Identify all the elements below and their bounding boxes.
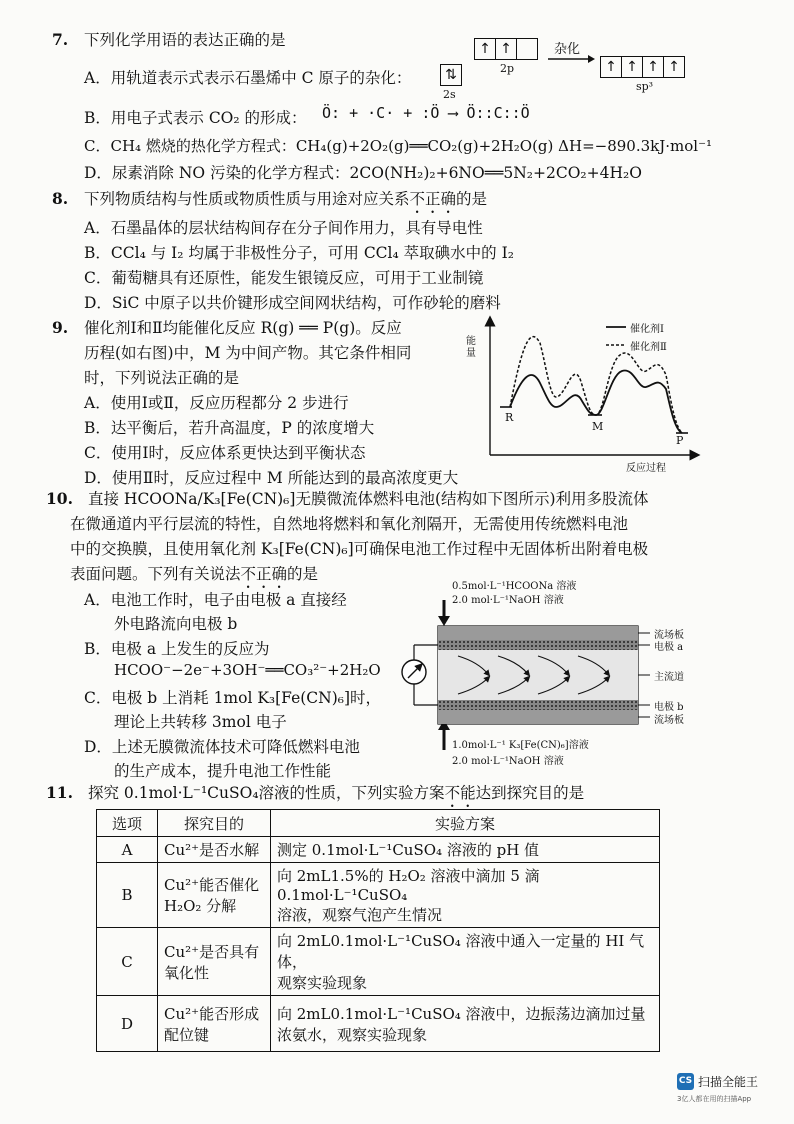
q10-option-b: B．电极 a 上发生的反应为 [84,640,270,658]
q7-option-b: B．用电子式表示 CO₂ 的形成： [84,109,307,127]
q9-stem-line3: 时，下列说法正确的是 [84,369,240,387]
diagram-label-electrode-b: 电极 b [654,702,684,713]
q8-option-d: D．SiC 中原子以共价键形成空间网状结构，可作砂轮的磨料 [84,294,501,312]
q10-stem-line1: 直接 HCOONa/K₃[Fe(CN)₆]无膜微流体燃料电池(结构如下图所示)利用多股流体 [88,490,649,508]
q8-number: 8. [52,189,69,208]
table-cell-aim: Cu²⁺能否形成 配位键 [158,996,271,1052]
table-row [97,928,660,996]
q10-option-d-cont: 的生产成本，提升电池工作性能 [114,762,332,780]
hybridize-label: 杂化 [554,42,581,57]
orbital-2s-label: 2s [443,88,456,101]
q9-option-c: C．使用Ⅰ时，反应体系更快达到平衡状态 [84,444,366,462]
table-header-row [97,810,660,837]
q10-option-c: C．电极 b 上消耗 1mol K₃[Fe(CN)₆]时， [84,689,382,707]
fuel-cell-diagram [398,600,682,750]
q10-option-d: D．上述无膜微流体技术可降低燃料电池 [84,738,360,756]
q10-option-b-cont: HCOO⁻−2e⁻+3OH⁻══CO₃²⁻+2H₂O [114,661,381,679]
table-cell-aim: Cu²⁺是否具有 氧化性 [158,928,271,996]
q9-stem-line1: 催化剂Ⅰ和Ⅱ均能催化反应 R(g) ══ P(g)。反应 [84,319,402,337]
energy-profile-diagram [470,315,710,475]
legend-label-2: 催化剂Ⅱ [630,342,667,353]
orbital-2s-box: ⇅ [440,64,462,86]
q8-option-a: A．石墨晶体的层状结构间存在分子间作用力，具有导电性 [84,219,483,237]
table-cell-option: B [97,863,158,928]
table-header: 探究目的 [158,810,271,837]
orbital-sp3-label: sp³ [636,80,654,93]
table-header: 实验方案 [271,810,660,837]
electrode-b [438,700,638,710]
q7-number: 7. [52,30,69,49]
q10-stem-line4: 表面问题。下列有关说法不正确的是 [70,565,319,583]
watermark-tagline: 3亿人都在用的扫描App [677,1095,752,1103]
flow-plate-top [438,626,638,640]
q10-stem-line2: 在微通道内平行层流的特性，自然地将燃料和氧化剂隔开，无需使用传统燃料电池 [70,515,629,533]
camscanner-logo-icon: CS [677,1073,694,1090]
chart-xlabel: 反应过程 [626,463,666,474]
experiment-table [96,809,660,1052]
diagram-bottom-label-1: 1.0mol·L⁻¹ K₃[Fe(CN)₆]溶液 [452,740,589,751]
legend-label-1: 催化剂Ⅰ [630,324,664,335]
q8-option-b: B．CCl₄ 与 I₂ 均属于非极性分子，可用 CCl₄ 萃取碘水中的 I₂ [84,244,514,262]
table-row [97,837,660,863]
table-cell-plan: 向 2mL1.5%的 H₂O₂ 溶液中滴加 5 滴 0.1mol·L⁻¹CuSO₄ 溶液，观察气泡产生情况 [271,863,660,928]
q9-stem-line2: 历程(如右图)中，M 为中间产物。其它条件相同 [84,344,412,362]
diagram-label-electrode-a: 电极 a [654,642,684,653]
table-cell-option: D [97,996,158,1052]
chart-label-m: M [592,420,604,433]
diagram-top-label-1: 0.5mol·L⁻¹HCOONa 溶液 [452,581,577,592]
q7-option-c: C．CH₄ 燃烧的热化学方程式：CH₄(g)+2O₂(g)══CO₂(g)+2H₂O(g) ΔH=−890.3kJ·mol⁻¹ [84,137,713,155]
diagram-top-label-2: 2.0 mol·L⁻¹NaOH 溶液 [452,595,564,606]
q10-option-a: A．电池工作时，电子由电极 a 直接经 [84,591,347,609]
q7-option-d: D．尿素消除 NO 污染的化学方程式：2CO(NH₂)₂+6NO══5N₂+2CO₂+4H₂O [84,164,642,182]
table-cell-aim: Cu²⁺是否水解 [158,837,271,863]
hybridize-arrow-icon [546,52,596,66]
orbital-2p-box: ↑ ↑ [474,38,538,60]
orbital-sp3-box: ↑ ↑ ↑ ↑ [600,56,685,78]
q11-number: 11. [46,783,73,802]
table-row [97,863,660,928]
q10-option-a-cont: 外电路流向电极 b [114,615,238,633]
chart-label-r: R [505,411,514,424]
main-channel [438,650,638,700]
q7-option-a: A．用轨道表示式表示石墨烯中 C 原子的杂化： [84,69,412,87]
q7-stem: 下列化学用语的表达正确的是 [84,31,286,49]
table-cell-plan: 向 2mL0.1mol·L⁻¹CuSO₄ 溶液中，边振荡边滴加过量 浓氨水，观察实验现象 [271,996,660,1052]
q10-number: 10. [46,489,73,508]
q10-stem-line3: 中的交换膜，且使用氧化剂 K₃[Fe(CN)₆]可确保电池工作过程中无固体析出附着电极 [70,540,649,558]
table-cell-option: C [97,928,158,996]
electrode-a [438,640,638,650]
q7-option-b-formula: Ö: + ·C· + :Ö ⟶ Ö::C::Ö [322,104,530,122]
table-cell-option: A [97,837,158,863]
table-cell-aim: Cu²⁺能否催化 H₂O₂ 分解 [158,863,271,928]
q11-stem: 探究 0.1mol·L⁻¹CuSO₄溶液的性质，下列实验方案不能达到探究目的是 [88,784,585,802]
q8-stem: 下列物质结构与性质或物质性质与用途对应关系不正确的是 [84,190,488,208]
q9-option-b: B．达平衡后，若升高温度，P 的浓度增大 [84,419,375,437]
q9-option-d: D．使用Ⅱ时，反应过程中 M 所能达到的最高浓度更大 [84,469,459,487]
table-row [97,996,660,1052]
q8-option-c: C．葡萄糖具有还原性，能发生银镜反应，可用于工业制镜 [84,269,484,287]
diagram-bottom-label-2: 2.0 mol·L⁻¹NaOH 溶液 [452,756,564,767]
table-cell-plan: 测定 0.1mol·L⁻¹CuSO₄ 溶液的 pH 值 [271,837,660,863]
table-header: 选项 [97,810,158,837]
diagram-label-main-channel: 主流道 [654,672,684,683]
chart-ylabel: 能量 [466,336,476,359]
diagram-label-flow-plate-2: 流场板 [654,715,684,726]
diagram-label-flow-plate-1: 流场板 [654,630,684,641]
orbital-2p-label: 2p [500,62,515,75]
q9-option-a: A．使用Ⅰ或Ⅱ，反应历程都分 2 步进行 [84,394,349,412]
watermark-name: 扫描全能王 [698,1075,759,1089]
flow-plate-bottom [438,710,638,724]
table-cell-plan: 向 2mL0.1mol·L⁻¹CuSO₄ 溶液中通入一定量的 HI 气体， 观察实验现象 [271,928,660,996]
q10-option-c-cont: 理论上共转移 3mol 电子 [114,713,287,731]
chart-label-p: P [676,434,684,447]
q9-number: 9. [52,318,69,337]
